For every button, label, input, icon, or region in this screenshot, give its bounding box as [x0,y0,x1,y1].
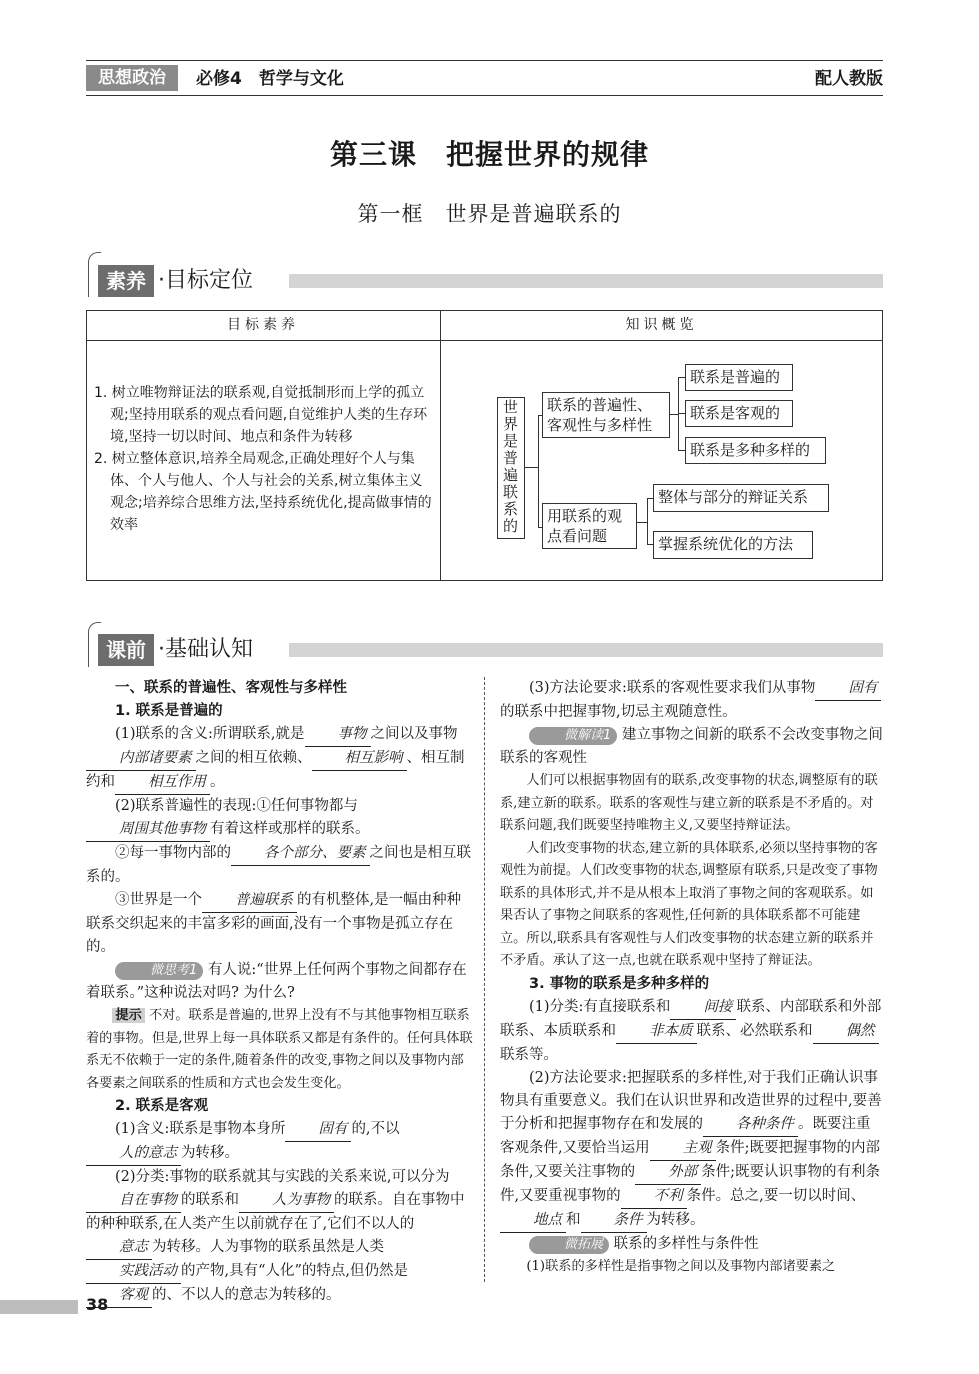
text: ③世界是一个 [115,892,202,908]
header-rule-top [86,60,883,61]
text: (2)分类:事物的联系就其与实践的关系来说,可以分为 [115,1169,450,1185]
text: 的、不以人的意志为转移的。 [152,1287,341,1303]
answer-blank: 客观 [86,1284,152,1308]
answer-blank: 地点 [500,1209,566,1233]
text: 的联系。自在事物中的种种联系,在人类产生以前就存在了,它们不以人的 [86,1192,465,1232]
heading: 一、联系的普遍性、客观性与多样性 [115,680,347,696]
text: (1)分类:有直接联系和 [529,998,671,1015]
answer-blank: 固有 [815,677,881,701]
frame-title: 第一框 世界是普遍联系的 [357,202,622,226]
paragraph [500,1233,884,1256]
section-tag-literacy: 素养 [98,265,154,297]
mindmap-leaf: 联系是多种多样的 [685,437,826,464]
text: 为转移。 [646,1211,705,1228]
answer-blank: 实践活动 [86,1260,181,1284]
book-name: 必修4 哲学与文化 [196,69,344,89]
text: 为转移。 [181,1145,239,1161]
section-title-basics: ·基础认知 [158,637,253,662]
answer-blank: 外部 [635,1161,701,1185]
answer-blank: 内部诸要素 [86,747,196,771]
text: 。既要注重客观条件,又要恰当运用 [500,1115,871,1156]
text: 建立事物之间新的联系不会改变事物之间联系的客观性 [500,727,883,766]
text: 之间以及事物 [370,726,458,742]
table-header-rule [86,340,883,341]
mindmap-connector [678,377,679,451]
answer-blank: 自在事物 [86,1189,181,1213]
text: 联系的多样性与条件性 [613,1235,759,1252]
mindmap-connector [678,450,685,451]
text: 的联系中把握事物,切忌主观随意性。 [500,704,737,720]
paragraph [500,724,884,770]
text: 的有机整体,是一幅由种种联系交织起来的丰富多彩的画面,没有一个事物是孤立存在的。 [86,892,462,955]
paragraph [500,1067,884,1233]
subheading: 1. 联系是普遍的 [115,703,223,719]
text: 条件。总之,要一切以时间、 [686,1187,866,1204]
paragraph [500,996,884,1067]
paragraph [86,795,473,842]
answer-blank: 固有 [285,1118,351,1142]
text: 和 [566,1211,581,1228]
answer-blank: 各种条件 [703,1113,798,1137]
text: (2)联系普遍性的表现:①任何事物都与 [115,798,358,814]
text: (1)联系的含义:所谓联系,就是 [115,726,305,742]
text: 、相互制约和 [86,750,465,790]
mindmap-connector [637,522,647,523]
answer-blank: 周围其他事物 [86,818,210,842]
paragraph [86,1118,473,1166]
paragraph: 人们可以根据事物固有的联系,改变事物的状态,调整原有的联系,建立新的联系。联系的客观性与建立新的联系是不矛盾的。对联系问题,我们既要坚持唯物主义,又要坚持辩证法。 [500,773,878,833]
left-column [86,677,473,1308]
answer-blank: 条件 [581,1209,647,1233]
ext-chip: 微拓展 [529,1236,609,1254]
text: 的产物,具有“人化”的特点,但仍然是 [181,1263,409,1279]
text: 为转移。人为事物的联系虽然是人类 [152,1239,384,1255]
text: 联系、必然联系和 [696,1022,813,1039]
mindmap-connector [525,467,538,468]
paragraph [86,889,473,959]
answer-blank: 普遍联系 [202,889,297,913]
lesson-title: 第三课 把握世界的规律 [329,138,649,171]
section-tag-preclass: 课前 [98,634,154,666]
read-chip: 微解读1 [529,727,617,745]
paragraph [86,1166,473,1308]
mindmap-connector [647,498,648,545]
text: 有着这样或那样的联系。 [210,821,370,837]
answer-blank: 事物 [305,723,371,747]
answer-blank: 相互影响 [312,747,407,771]
think-chip: 微思考1 [115,962,203,980]
subheading: 2. 联系是客观 [115,1098,209,1114]
paragraph [86,959,473,1005]
tip-paragraph [86,1005,473,1095]
mindmap-branch-2: 用联系的观点看问题 [542,503,637,549]
answer-blank: 人为事物 [239,1189,334,1213]
table-column-rule [440,310,441,581]
page-number: 38 [86,1295,109,1314]
text: 不对。联系是普遍的,世界上没有不与其他事物相互联系着的事物。但是,世界上每一具体联系又都是有条件的。任何具体联系无不依赖于一定的条件,随着条件的改变,事物之间以及事物内部各要素之间联系的性质和方式也会发生变化。 [86,1008,473,1091]
text: (3)方法论要求:联系的客观性要求我们从事物 [529,680,816,696]
answer-blank: 各个部分、要素 [231,842,370,866]
column-divider [484,677,485,1282]
text: 。 [210,774,225,790]
answer-blank: 不利 [621,1185,687,1209]
tip-label: 提示 [112,1008,144,1023]
mindmap-root: 世界是普遍联系的 [497,397,525,539]
text: 的联系和 [181,1192,239,1208]
paragraph: (1)联系的多样性是指事物之间以及事物内部诸要素之 [526,1258,836,1274]
goal-item: 2. 树立整体意识,培养全局观念,正确处理好个人与集体、个人与他人、个人与社会的关系,树立集体主义观念;培养综合思维方法,坚持系统优化,提高做事情的效率 [94,451,432,533]
text: 联系等。 [500,1046,558,1063]
text: 条件;既要把握事物的内部条件,又要关注事物的 [500,1139,880,1180]
mindmap-leaf: 联系是普遍的 [685,364,793,391]
answer-blank: 相互作用 [115,771,210,795]
paragraph: 人们改变事物的状态,建立新的具体联系,必须以坚持事物的客观性为前提。人们改变事物的状态,调整原有联系,只是改变了事物联系的具体形式,并不是从根本上取消了事物之间的客观联系。如果否认了事物之间联系的客观性,任何新的具体联系都不可能建立。所以,联系具有客观性与人们改变事物的状态建立新的联系并不矛盾。承认了这一点,也就在联系观中坚持了辩证法。 [500,840,878,968]
subheading: 3. 事物的联系是多种多样的 [529,975,710,992]
goals-list [94,382,434,536]
text: 有人说:“世界上任何两个事物之间都存在着联系。”这种说法对吗? 为什么? [86,962,467,1001]
text: ②每一事物内部的 [115,845,231,861]
section-title-goals: ·目标定位 [158,268,253,293]
edition-label: 配人教版 [815,69,883,89]
answer-blank: 间接 [670,996,736,1020]
mindmap-branch-1: 联系的普遍性、客观性与多样性 [542,392,670,438]
paragraph [86,842,473,889]
paragraph [500,677,884,724]
text: 之间的相互依赖、 [195,750,312,766]
mindmap-connector [670,414,678,415]
goal-item: 1. 树立唯物辩证法的联系观,自觉抵制形而上学的孤立观;坚持用联系的观点看问题,自觉维护人类的生存环境,坚持一切以时间、地点和条件为转移 [94,385,428,445]
paragraph [86,723,473,795]
section-bar [289,643,883,657]
answer-blank: 意志 [86,1236,152,1260]
text: (1)含义:联系是事物本身所 [115,1121,286,1137]
subject-tag: 思想政治 [86,65,178,91]
mindmap-leaf: 联系是客观的 [685,400,793,427]
footer-bar [0,1300,78,1314]
answer-blank: 人的意志 [86,1142,181,1166]
text: 条件;既要认识事物的有利条件,又要重视事物的 [500,1163,880,1204]
table-header-overview: 知识概览 [625,317,698,333]
section-bar [289,274,883,288]
answer-blank: 主观 [650,1137,716,1161]
right-column [500,677,884,1278]
text: 之间也是相互联系的。 [86,845,471,885]
text: 联系、内部联系和外部联系、本质联系和 [500,998,882,1039]
mindmap-connector [678,377,685,378]
mindmap-leaf: 整体与部分的辩证关系 [653,484,829,512]
header-rule-bottom [86,95,883,96]
answer-blank: 非本质 [616,1020,697,1044]
text: 的,不以 [351,1121,400,1137]
mindmap-connector [678,413,685,414]
mindmap-connector [538,415,539,528]
text: (2)方法论要求:把握联系的多样性,对于我们正确认识事物具有重要意义。我们在认识世界和改造世界的过程中,要善于分析和把握事物存在和发展的 [500,1069,882,1132]
answer-blank: 偶然 [813,1020,879,1044]
mindmap-leaf: 掌握系统优化的方法 [653,531,813,559]
table-header-goals: 目标素养 [227,317,299,333]
